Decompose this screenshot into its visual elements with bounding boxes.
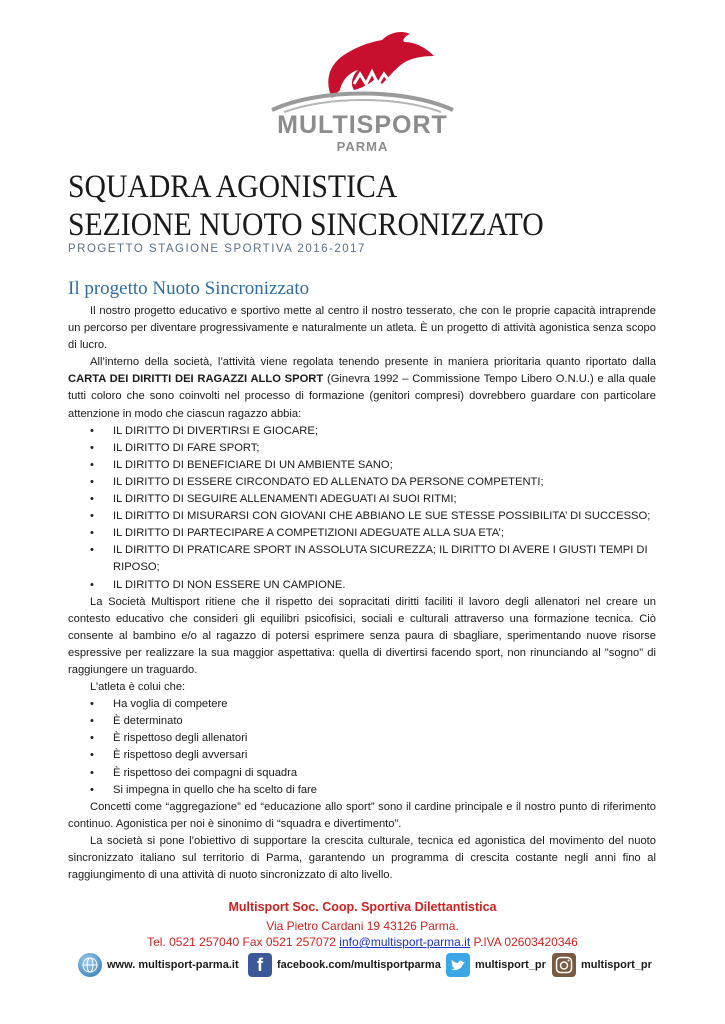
- globe-icon: [78, 953, 102, 977]
- rights-list: [68, 423, 656, 594]
- list-item: • È rispettoso dei compagni di squadra: [68, 765, 656, 782]
- paragraph-intro: Il nostro progetto educativo e sportivo mette al centro il nostro tesserato, che con le proprie capacità intraprende un percorso per diventare progressivamente e naturalmente un atleta. È un progetto di attività agonistica senza scopo di lucro.: [68, 305, 656, 352]
- paragraph-society: La Società Multisport ritiene che il rispetto dei sopracitati diritti faciliti il lavoro degli allenatori nel creare un contesto educativo che consideri gli equilibri psicofisici, sociali e culturali attraverso una formazione tecnica. Ciò consente al bambino e/o al ragazzo di potersi esprimere senza paura di sbagliare, sperimentando nuove risorse espressive per realizzare la sua maggior aspettativa: quella di divertirsi facendo sport, non rinunciando al "sogno" di raggiungere un traguardo.: [68, 595, 656, 676]
- list-item: • Si impegna in quello che ha scelto di fare: [68, 782, 656, 799]
- list-item: • È rispettoso degli allenatori: [68, 730, 656, 747]
- paragraph-concepts: Concetti come “aggregazione” ed “educazione allo sport” sono il cardine principale e il nostro punto di riferimento continuo. Agonistica per noi è sinonimo di “squadra e divertimento”.: [68, 800, 656, 830]
- instagram-icon: [552, 953, 576, 977]
- charter-text-after: (Ginevra 1992 – Commissione Tempo Libero O.N.U.) e alla quale tutti coloro che sono coinvolti nel processo di formazione (genitori compresi) dovrebbero guardare con particolare attenzione in modo che ciascun ragazzo abbia:: [68, 373, 657, 420]
- list-item: • IL DIRITTO DI ESSERE CIRCONDATO ED ALLENATO DA PERSONE COMPETENTI;: [68, 474, 656, 491]
- list-item: • IL DIRITTO DI DIVERTIRSI E GIOCARE;: [68, 423, 656, 440]
- facebook-text: facebook.com/multisportparma: [277, 959, 441, 971]
- list-item: • IL DIRITTO DI MISURARSI CON GIOVANI CHE ABBIANO LE SUE STESSE POSSIBILITA’ DI SUCCESSO;: [68, 508, 656, 525]
- list-item: • IL DIRITTO DI SEGUIRE ALLENAMENTI ADEGUATI AI SUOI RITMI;: [68, 491, 656, 508]
- list-item: • IL DIRITTO DI PRATICARE SPORT IN ASSOLUTA SICUREZZA; IL DIRITTO DI AVERE I GIUSTI TEMPI DI RIPOSO;: [68, 542, 656, 576]
- list-item: • IL DIRITTO DI FARE SPORT;: [68, 440, 656, 457]
- social-links: [78, 953, 678, 983]
- footer-contact: [0, 935, 725, 949]
- paragraph-athlete-intro: L’atleta è colui che:: [90, 681, 186, 694]
- footer-company-name: Multisport Soc. Coop. Sportiva Dilettantistica: [228, 900, 497, 914]
- title-line-1: SQUADRA AGONISTICA: [68, 169, 398, 205]
- section-heading: Il progetto Nuoto Sincronizzato: [68, 278, 310, 299]
- footer-phone: Tel. 0521 257040 Fax 0521 257072: [147, 935, 340, 949]
- twitter-text: multisport_pr: [475, 959, 546, 971]
- athlete-list: [68, 696, 656, 799]
- charter-text-before: All’interno della società, l’attività viene regolata tenendo presente in maniera prioritaria quanto riportato dalla: [90, 356, 656, 369]
- brand-name: MULTISPORT: [277, 111, 448, 139]
- list-item: • IL DIRITTO DI NON ESSERE UN CAMPIONE.: [68, 577, 656, 594]
- list-item: • IL DIRITTO DI BENEFICIARE DI UN AMBIENTE SANO;: [68, 457, 656, 474]
- email-link[interactable]: info@multisport-parma.it: [339, 935, 471, 949]
- website-link[interactable]: [78, 953, 239, 977]
- twitter-icon: [446, 953, 470, 977]
- document-title: [68, 168, 544, 244]
- list-item: • È determinato: [68, 713, 656, 730]
- paragraph-goal: La società si pone l’obiettivo di supportare la crescita culturale, tecnica ed agonistica del movimento del nuoto sincronizzato italiano sul territorio di Parma, garantendo un programma di crescita costante negli anni fino al raggiungimento di una attività di nuoto sincronizzato di alto livello.: [68, 834, 656, 882]
- document-body: [68, 303, 656, 884]
- list-item: • Ha voglia di competere: [68, 696, 656, 713]
- website-text: www. multisport-parma.it: [107, 959, 239, 971]
- document-subtitle: PROGETTO STAGIONE SPORTIVA 2016-2017: [68, 243, 366, 255]
- list-item: • IL DIRITTO DI PARTECIPARE A COMPETIZIONI ADEGUATE ALLA SUA ETA’;: [68, 525, 656, 542]
- paragraph-charter: [68, 354, 656, 422]
- facebook-link[interactable]: [248, 953, 441, 977]
- brand-city: PARMA: [336, 139, 389, 154]
- instagram-link[interactable]: [552, 953, 652, 977]
- footer-piva: P.IVA 02603420346: [470, 935, 578, 949]
- instagram-text: multisport_pr: [581, 959, 652, 971]
- list-item: • È rispettoso degli avversari: [68, 747, 656, 764]
- footer-address: Via Pietro Cardani 19 43126 Parma.: [266, 919, 459, 933]
- twitter-link[interactable]: [446, 953, 546, 977]
- title-line-2: SEZIONE NUOTO SINCRONIZZATO: [68, 207, 544, 243]
- charter-title: CARTA DEI DIRITTI DEI RAGAZZI ALLO SPORT: [68, 373, 324, 386]
- facebook-icon: f: [248, 953, 272, 977]
